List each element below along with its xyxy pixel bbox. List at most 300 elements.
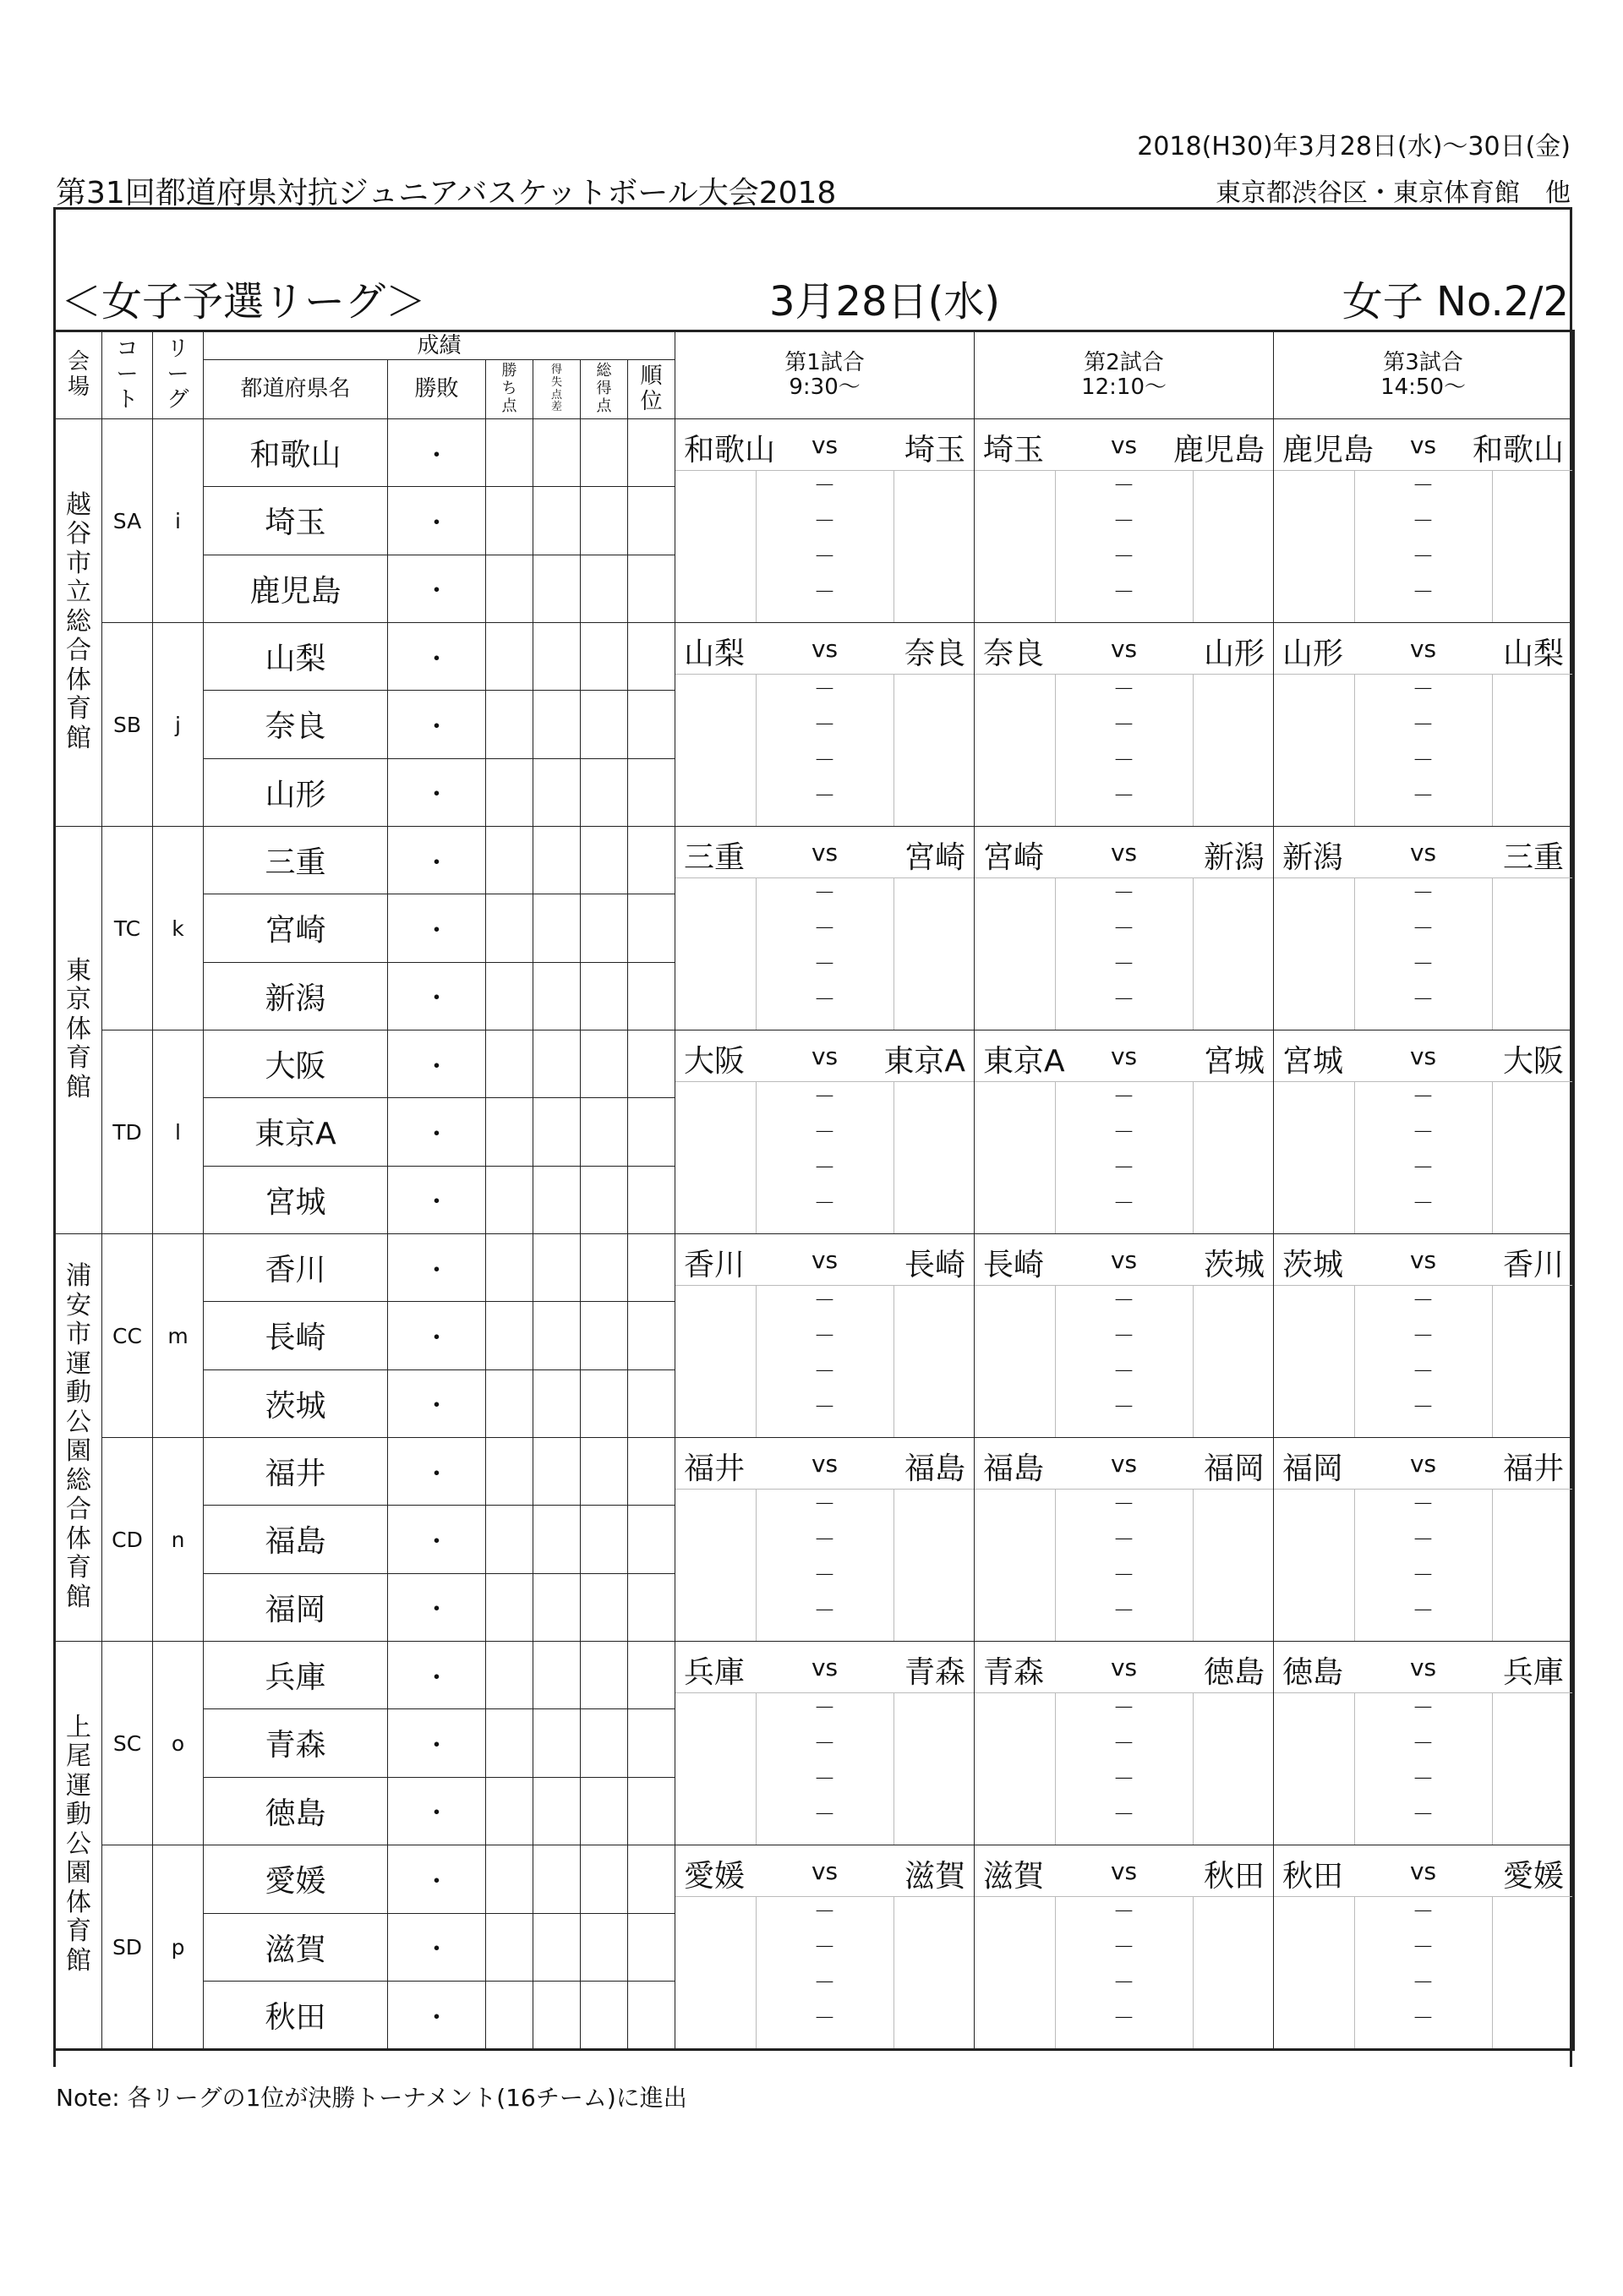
point-diff-cell [533,894,581,962]
team-name: 茨城 [204,1369,388,1437]
total-points-cell [581,1302,628,1369]
total-points-cell [581,555,628,622]
team-row [55,827,1574,894]
win-points-cell [486,1709,533,1777]
match-cell [1274,1642,1574,1845]
winloss-cell: ・ [388,962,486,1030]
score-divider [756,1081,757,1233]
rank-cell [628,487,675,555]
total-points-cell [581,1845,628,1914]
point-diff-cell [533,1302,581,1369]
match-team-home: 山梨 [684,637,746,671]
score-dash: － [813,1492,836,1517]
score-dash: － [1412,1696,1434,1721]
point-diff-cell [533,555,581,622]
total-points-cell [581,623,628,691]
match-vs: vs [1110,839,1138,866]
team-name: 奈良 [204,691,388,758]
point-diff-cell [533,827,581,894]
score-dash: － [1412,677,1434,702]
score-divider [756,1896,757,2048]
venue-header [55,331,102,419]
rank-cell [628,962,675,1030]
score-dash: － [813,580,836,605]
rank-cell [628,1642,675,1709]
score-dash: － [813,916,836,942]
score-divider [756,470,757,622]
rank-cell [628,1982,675,2050]
winloss-cell: ・ [388,1098,486,1166]
page-number: 女子 No.2/2 [1342,278,1569,325]
results-header: 成績 [204,331,675,360]
score-dash: － [1112,748,1135,774]
total-points-label: 総 得 点 [596,362,612,415]
point-diff-cell [533,1234,581,1302]
match-team-away: 山形 [1204,637,1265,671]
win-points-cell [486,1642,533,1709]
score-divider [1354,1692,1355,1845]
match-header [675,419,974,471]
win-points-cell [486,1845,533,1914]
winloss-cell: ・ [388,1845,486,1914]
score-dash: － [1412,916,1434,942]
match-team-home: 宮城 [1282,1044,1344,1079]
rank-cell [628,827,675,894]
total-points-cell [581,1982,628,2050]
score-dash: － [1412,1731,1434,1757]
match-cell [1274,1234,1574,1438]
match-vs: vs [1409,1654,1437,1681]
match-box [975,1845,1273,2048]
match-cell [975,1234,1274,1438]
rank-cell [628,758,675,826]
score-dash: － [1412,1120,1434,1145]
match-header [675,827,974,878]
game2-header [975,331,1274,419]
score-dash: － [1112,1731,1135,1757]
match-cell [1274,623,1574,827]
score-dash: － [1112,677,1135,702]
score-dash: － [1412,748,1434,774]
score-divider [1354,470,1355,622]
team-name: 徳島 [204,1777,388,1845]
match-team-away: 奈良 [904,637,966,671]
match-box [675,1845,974,2048]
match-vs: vs [811,635,839,663]
rank-cell [628,1573,675,1641]
score-divider [1354,1489,1355,1641]
match-box [1274,1030,1572,1233]
venue-location: 東京都渋谷区・東京体育館 他 [1216,178,1571,208]
team-row [55,1845,1574,1914]
match-header [975,419,1273,471]
venue-name: 浦 安 市 運 動 公 園 総 合 体 育 館 [66,1261,91,1612]
match-cell [1274,827,1574,1030]
league-cell: n [153,1438,204,1642]
score-divider [1193,1692,1194,1845]
match-vs: vs [811,1450,839,1478]
winloss-cell: ・ [388,1642,486,1709]
score-divider [1055,877,1056,1030]
score-divider [1055,1285,1056,1437]
win-points-cell [486,758,533,826]
venue-cell [55,1234,102,1642]
total-points-cell [581,1098,628,1166]
match-box [1274,1642,1572,1845]
point-diff-cell [533,623,581,691]
match-box [975,1030,1273,1233]
score-dash: － [1412,1802,1434,1828]
rank-cell [628,1709,675,1777]
venue-cell [55,419,102,827]
score-dash: － [813,1359,836,1385]
total-points-cell [581,1438,628,1506]
point-diff-cell [533,1777,581,1845]
score-dash: － [1112,881,1135,906]
match-team-home: 福岡 [1282,1451,1344,1486]
team-name: 愛媛 [204,1845,388,1914]
match-box [675,1030,974,1233]
score-dash: － [813,544,836,570]
rank-cell [628,1777,675,1845]
score-dash: － [1412,544,1434,570]
win-points-label: 勝 ち 点 [501,362,517,415]
court-cell: TC [102,827,153,1030]
winloss-cell: ・ [388,1777,486,1845]
match-vs: vs [1110,1857,1138,1885]
match-vs: vs [811,1042,839,1070]
match-header [975,1030,1273,1082]
win-points-cell [486,962,533,1030]
score-dash: － [813,1935,836,1960]
match-vs: vs [1409,1042,1437,1070]
score-divider [893,1285,894,1437]
match-header [975,1642,1273,1693]
court-cell: CC [102,1234,153,1438]
match-header [975,1845,1273,1897]
score-dash: － [813,1156,836,1181]
point-diff-cell [533,1166,581,1233]
win-points-cell [486,1098,533,1166]
score-divider [893,674,894,826]
score-dash: － [813,1191,836,1216]
match-vs: vs [811,839,839,866]
total-points-cell [581,1709,628,1777]
total-points-cell [581,1573,628,1641]
win-points-cell [486,1913,533,1982]
total-points-header [581,360,628,419]
match-team-away: 福岡 [1204,1451,1265,1486]
score-dash: － [1112,784,1135,809]
league-table [53,330,1575,2051]
score-divider [1055,470,1056,622]
team-row [55,1030,1574,1098]
match-team-away: 三重 [1503,840,1565,875]
court-header-label: コ ー ト [116,336,139,413]
score-dash: － [813,1599,836,1624]
score-divider [756,674,757,826]
league-cell: j [153,623,204,827]
total-points-cell [581,691,628,758]
match-team-away: 和歌山 [1473,433,1565,467]
team-row [55,1642,1574,1709]
match-box [675,1438,974,1641]
score-dash: － [1112,1492,1135,1517]
total-points-cell [581,487,628,555]
score-dash: － [1112,1288,1135,1314]
win-points-cell [486,827,533,894]
league-header-label: リ ー グ [167,336,189,413]
winloss-cell: ・ [388,827,486,894]
total-points-cell [581,419,628,487]
team-name: 宮城 [204,1166,388,1233]
win-points-cell [486,894,533,962]
score-dash: － [1112,1900,1135,1925]
winloss-cell: ・ [388,691,486,758]
win-points-cell [486,1166,533,1233]
game3-time: 14:50～ [1380,374,1467,400]
score-dash: － [1412,1971,1434,1996]
winloss-cell: ・ [388,1573,486,1641]
score-dash: － [1412,1395,1434,1420]
score-dash: － [813,1563,836,1588]
match-box [1274,419,1572,622]
score-dash: － [813,1324,836,1349]
score-dash: － [813,1696,836,1721]
win-points-cell [486,487,533,555]
rank-cell [628,1030,675,1098]
match-vs: vs [1110,431,1138,459]
match-box [975,419,1273,622]
match-box [1274,623,1572,826]
match-header [675,1845,974,1897]
score-dash: － [813,748,836,774]
score-dash: － [1112,1191,1135,1216]
score-dash: － [813,677,836,702]
match-header [1274,623,1572,675]
score-dash: － [1112,580,1135,605]
team-name: 新潟 [204,962,388,1030]
score-dash: － [1412,1288,1434,1314]
score-divider [893,1692,894,1845]
score-divider [1354,1896,1355,2048]
match-cell [975,1845,1274,2050]
footnote: Note: 各リーグの1位が決勝トーナメント(16チーム)に進出 [56,2084,687,2112]
score-divider [1354,877,1355,1030]
venue-name: 上 尾 運 動 公 園 体 育 館 [66,1712,91,1976]
score-divider [1193,1285,1194,1437]
score-dash: － [1112,916,1135,942]
match-team-home: 福井 [684,1451,746,1486]
score-divider [756,1489,757,1641]
score-divider [893,877,894,1030]
score-divider [1354,1285,1355,1437]
match-header [1274,1030,1572,1082]
court-header [102,331,153,419]
match-header [675,1234,974,1286]
match-cell [675,1642,975,1845]
point-diff-cell [533,1369,581,1437]
team-name: 滋賀 [204,1913,388,1982]
court-cell: SD [102,1845,153,2050]
match-vs: vs [1110,635,1138,663]
total-points-cell [581,1913,628,1982]
win-points-cell [486,1369,533,1437]
match-vs: vs [1409,1450,1437,1478]
match-cell [975,1642,1274,1845]
rank-label: 順 位 [640,363,663,414]
league-cell: l [153,1030,204,1234]
score-dash: － [1112,952,1135,977]
score-dash: － [1412,473,1434,499]
score-dash: － [1112,1324,1135,1349]
winloss-cell: ・ [388,758,486,826]
total-points-cell [581,1369,628,1437]
score-divider [756,1692,757,1845]
match-box [675,1234,974,1437]
game1-time: 9:30～ [789,374,861,400]
score-divider [1492,1081,1493,1233]
score-dash: － [1412,1900,1434,1925]
section-title: ＜女子予選リーグ＞ [61,278,427,325]
winloss-cell: ・ [388,623,486,691]
team-name: 山形 [204,758,388,826]
match-header [975,827,1273,878]
rank-cell [628,1438,675,1506]
score-dash: － [1412,713,1434,738]
team-name: 香川 [204,1234,388,1302]
match-box [675,419,974,622]
match-cell [1274,419,1574,623]
match-team-home: 東京A [983,1044,1065,1079]
match-vs: vs [811,431,839,459]
match-vs: vs [1110,1450,1138,1478]
win-points-cell [486,1573,533,1641]
team-name: 宮崎 [204,894,388,962]
score-dash: － [1412,1599,1434,1624]
total-points-cell [581,827,628,894]
team-name: 大阪 [204,1030,388,1098]
team-name: 福岡 [204,1573,388,1641]
team-name: 青森 [204,1709,388,1777]
match-vs: vs [1409,431,1437,459]
win-points-cell [486,1438,533,1506]
score-dash: － [1112,1156,1135,1181]
match-cell [1274,1845,1574,2050]
match-team-away: 東京A [883,1044,966,1079]
win-points-cell [486,1234,533,1302]
winloss-cell: ・ [388,1166,486,1233]
match-box [1274,1438,1572,1641]
match-team-home: 三重 [684,840,746,875]
total-points-cell [581,1642,628,1709]
point-diff-cell [533,419,581,487]
point-diff-cell [533,1642,581,1709]
match-team-home: 鹿児島 [1282,433,1374,467]
score-dash: － [1412,987,1434,1013]
match-box [1274,1845,1572,2048]
match-cell [975,419,1274,623]
match-team-away: 宮崎 [904,840,966,875]
score-divider [1492,674,1493,826]
match-cell [975,1030,1274,1234]
score-dash: － [813,1395,836,1420]
score-divider [893,1896,894,2048]
match-team-away: 福島 [904,1451,966,1486]
win-points-cell [486,555,533,622]
match-box [975,1438,1273,1641]
match-vs: vs [1409,1857,1437,1885]
rank-header [628,360,675,419]
match-vs: vs [1110,1654,1138,1681]
win-points-cell [486,1030,533,1098]
match-vs: vs [1409,1246,1437,1274]
score-dash: － [1412,1563,1434,1588]
match-team-home: 埼玉 [983,433,1045,467]
total-points-cell [581,1234,628,1302]
score-divider [1492,470,1493,622]
score-dash: － [1412,1156,1434,1181]
score-dash: － [1112,1767,1135,1792]
match-box [1274,827,1572,1030]
team-name: 秋田 [204,1982,388,2050]
venue-cell [55,827,102,1234]
score-divider [1055,1692,1056,1845]
score-dash: － [813,713,836,738]
point-diff-cell [533,962,581,1030]
point-diff-cell [533,1438,581,1506]
score-dash: － [1412,1085,1434,1110]
win-points-cell [486,419,533,487]
match-team-away: 宮城 [1204,1044,1265,1079]
winloss-cell: ・ [388,1506,486,1573]
match-box [675,1642,974,1845]
score-dash: － [1412,952,1434,977]
score-dash: － [1412,580,1434,605]
score-divider [893,1081,894,1233]
match-team-away: 長崎 [904,1248,966,1282]
match-vs: vs [811,1654,839,1681]
match-team-away: 山梨 [1503,637,1565,671]
score-dash: － [813,987,836,1013]
team-name: 長崎 [204,1302,388,1369]
score-divider [893,1489,894,1641]
point-diff-label: 得 失 点 差 [550,363,562,414]
match-team-away: 新潟 [1204,840,1265,875]
point-diff-cell [533,691,581,758]
score-dash: － [813,1731,836,1757]
score-divider [1193,470,1194,622]
score-dash: － [1412,1324,1434,1349]
match-header [1274,1642,1572,1693]
match-team-home: 兵庫 [684,1655,746,1690]
game3-label: 第3試合 [1383,350,1463,376]
team-name: 和歌山 [204,419,388,487]
total-points-cell [581,1777,628,1845]
match-team-away: 埼玉 [904,433,966,467]
point-diff-cell [533,1098,581,1166]
match-team-home: 茨城 [1282,1248,1344,1282]
match-header [975,1438,1273,1490]
date-range: 2018(H30)年3月28日(水)～30日(金) [1137,132,1571,161]
winloss-cell: ・ [388,1913,486,1982]
match-team-away: 徳島 [1204,1655,1265,1690]
rank-cell [628,1166,675,1233]
winloss-header: 勝敗 [388,360,486,419]
match-header [675,1438,974,1490]
score-dash: － [1412,1191,1434,1216]
score-dash: － [1112,713,1135,738]
